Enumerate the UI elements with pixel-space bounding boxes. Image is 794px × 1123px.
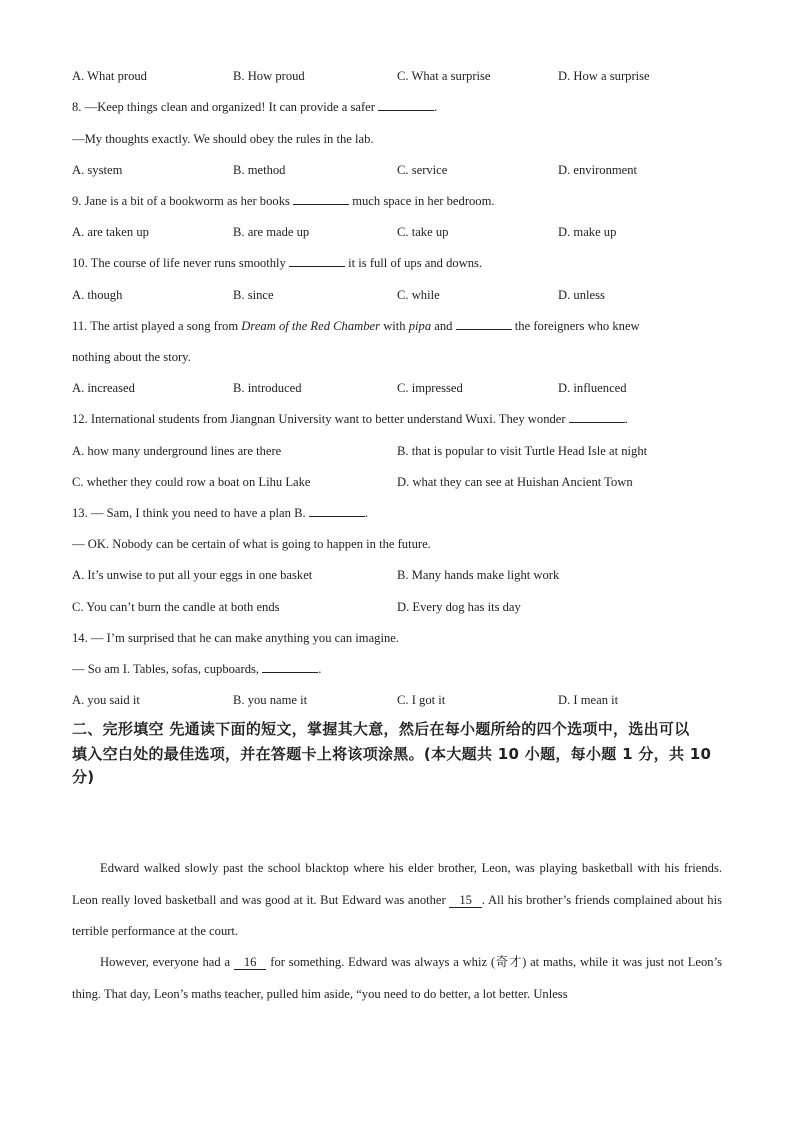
option-d: D. what they can see at Huishan Ancient Town (397, 475, 633, 489)
answer-blank (456, 317, 512, 330)
book-title: Dream of the Red Chamber (241, 319, 381, 333)
blank-15: 15 (449, 893, 482, 908)
q12-stem: 12. International students from Jiangnan University want to better understand Wuxi. They wonder . (72, 412, 628, 426)
q13-reply: — OK. Nobody can be certain of what is going to happen in the future. (72, 537, 431, 551)
q13-stem: 13. — Sam, I think you need to have a plan B. . (72, 506, 368, 520)
option-a: A. increased (72, 381, 135, 395)
answer-blank (262, 660, 318, 673)
q14-options (72, 691, 732, 709)
answer-blank (569, 410, 625, 423)
q13-options-row2 (72, 598, 732, 616)
q10-options (72, 286, 732, 304)
option-c: C. impressed (397, 381, 463, 395)
q12-options-row2 (72, 473, 732, 491)
option-b: B. method (233, 163, 286, 177)
passage-paragraph-1: Edward walked slowly past the school blacktop where his elder brother, Leon, was playing basketball with his friends. Leon really loved basketball and was good at it. But Edward was another 15 . All his brother’s friends complained about his terrible performance at the court. (72, 861, 722, 938)
option-c: C. You can’t burn the candle at both ends (72, 600, 280, 614)
option-d: D. influenced (558, 381, 627, 395)
option-d: D. I mean it (558, 693, 619, 707)
option-b: B. introduced (233, 381, 302, 395)
passage-paragraph-2: However, everyone had a 16 for something. Edward was always a whiz (奇才) at maths, while it was just not Leon’s thing. That day, Leon’s maths teacher, pulled him aside, “you need to do better, a lot better. Unless (72, 955, 723, 1001)
answer-blank (289, 254, 345, 267)
instrument-name: pipa (408, 319, 432, 333)
section-heading-line3: 分) (72, 768, 95, 786)
option-d: D. environment (558, 163, 638, 177)
option-a: A. you said it (72, 693, 140, 707)
option-c: C. while (397, 288, 440, 302)
q9-stem: 9. Jane is a bit of a bookworm as her books much space in her bedroom. (72, 194, 495, 208)
q10-stem: 10. The course of life never runs smoothly it is full of ups and downs. (72, 256, 483, 270)
option-b: B. that is popular to visit Turtle Head Isle at night (397, 444, 648, 458)
q7-options (72, 67, 732, 85)
option-a: A. system (72, 163, 123, 177)
q14-stem: 14. — I’m surprised that he can make anything you can imagine. (72, 631, 399, 645)
option-a: A. It’s unwise to put all your eggs in one basket (72, 568, 313, 582)
q11-options (72, 379, 732, 397)
answer-blank (378, 98, 434, 111)
q8-stem: 8. —Keep things clean and organized! It can provide a safer . (72, 100, 438, 114)
option-a: A. though (72, 288, 123, 302)
option-c: C. I got it (397, 693, 446, 707)
option-a: A. are taken up (72, 225, 149, 239)
q9-options (72, 223, 732, 241)
q11-stem-line2: nothing about the story. (72, 350, 191, 364)
q11-stem: 11. The artist played a song from Dream of the Red Chamber with pipa and the foreigners who knew (72, 319, 640, 333)
option-c: C. take up (397, 225, 449, 239)
option-b: B. Many hands make light work (397, 568, 560, 582)
option-b: B. How proud (233, 69, 305, 83)
option-c: C. whether they could row a boat on Lihu Lake (72, 475, 311, 489)
q8-reply: —My thoughts exactly. We should obey the rules in the lab. (72, 132, 374, 146)
blank-16: 16 (234, 955, 267, 970)
q14-reply: — So am I. Tables, sofas, cupboards, . (72, 662, 322, 676)
option-d: D. make up (558, 225, 617, 239)
option-b: B. are made up (233, 225, 310, 239)
option-b: B. since (233, 288, 274, 302)
option-c: C. What a surprise (397, 69, 491, 83)
answer-blank (293, 192, 349, 205)
option-b: B. you name it (233, 693, 308, 707)
q13-options-row1 (72, 566, 732, 584)
q8-options (72, 161, 732, 179)
section-heading-line2: 填入空白处的最佳选项，并在答题卡上将该项涂黑。(本大题共 10 小题，每小题 1 分，共 10 (72, 745, 712, 763)
option-a: A. how many underground lines are there (72, 444, 282, 458)
option-c: C. service (397, 163, 448, 177)
option-d: D. unless (558, 288, 605, 302)
answer-blank (309, 504, 365, 517)
option-d: D. How a surprise (558, 69, 650, 83)
q12-options-row1 (72, 442, 732, 460)
option-d: D. Every dog has its day (397, 600, 521, 614)
section-heading-line1: 二、完形填空 先通读下面的短文，掌握其大意，然后在每小题所给的四个选项中，选出可以 (72, 720, 690, 738)
option-a: A. What proud (72, 69, 147, 83)
